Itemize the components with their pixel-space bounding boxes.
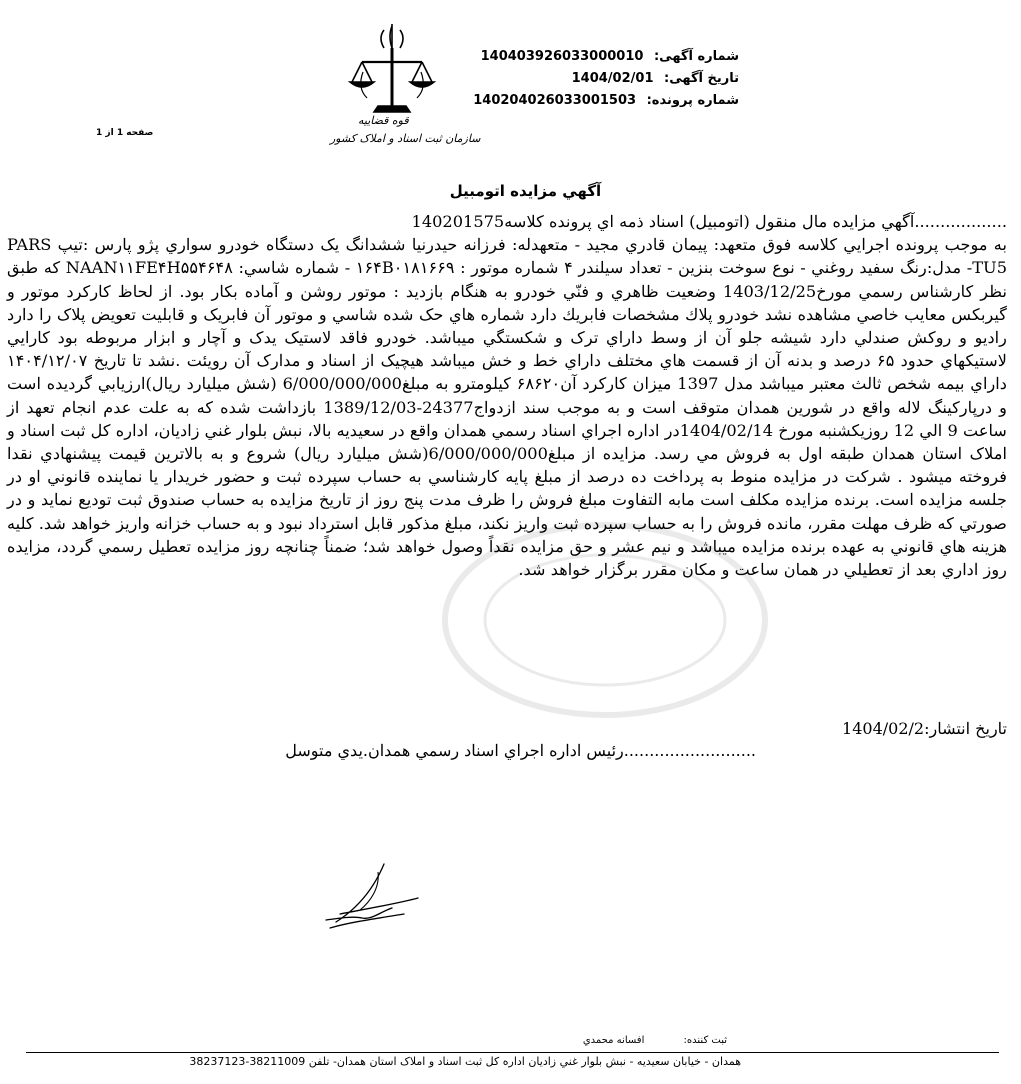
ad-metadata	[473, 46, 739, 112]
footer-divider	[26, 1052, 999, 1053]
case-number-row	[473, 90, 739, 112]
handwritten-signature	[300, 858, 450, 938]
ad-date-row	[473, 68, 739, 90]
case-number-label: شماره پرونده:	[646, 93, 739, 108]
footer-address: همدان - خيابان سعيديه - نبش بلوار غني زاديان اداره کل ثبت اسناد و املاک استان همدان- تلفن 38211009-38237123	[189, 1055, 741, 1068]
ad-number-value: 140403926033000010	[480, 49, 644, 64]
ad-date-value: 1404/02/01	[571, 71, 654, 86]
judiciary-emblem	[322, 18, 481, 158]
registrar-label: ثبت کننده:	[683, 1035, 727, 1046]
notice-lead-line: ..................آگهي مزايده مال منقول (اتومبيل) اسناد ذمه اي پرونده كلاسه140201575	[411, 212, 1007, 231]
ad-number-row	[473, 46, 739, 68]
notice-paragraph: به موجب پرونده اجرايي كلاسه فوق متعهد: پيمان قادري مجيد - متعهدله: فرزانه حيدرنيا ششدانگ يک دستگاه خودرو سواري پژو پارس :تيپ PARS TU5- مدل:رنگ سفيد روغني - نوع سوخت بنزين - تعداد سيلندر ۴ شماره موتور : ۱۶۴B۰۱۸۱۶۶۹ - شماره شاسي: NAAN۱۱FE۴H۵۵۴۶۴۸ كه طبق نظر كارشناس رسمي مورخ1403/12/25 وضعيت ظاهري و فنّي خودرو به هنگام بازديد : موتور روشن و آماده بكار بود. از لحاظ كاركرد موتور و گيربكس معايب خاصي مشاهده نشد خودرو پلاك مشخصات فابريك دارد شماره هاي حک شده شاسي و موتور آن فابريک و قابليت تعويض پلاک را دارد راديو و روكش صندلي دارد شيشه جلو آن از وسط داراي ترک و شكستگي ميباشد. خودرو فاقد لاستيک يدک و آچار و ابزار مربوطه بود كارايي لاستيکهاي حدود ۶۵ درصد و بدنه آن از قسمت هاي مختلف داراي خط و خش ميباشد هيچيک از اسناد و مدارک آن رويئت .نشد تا تاريخ ۱۴۰۴/۱۲/۰۷ داراي بيمه شخص ثالث معتبر ميباشد مدل 1397 ميزان كاركرد آن۶۸۶۲۰ كيلومترو به مبلغ6/000/000/000 (شش ميليارد ريال)ارزيابي گرديده است و درپاركينگ لاله واقع در شورين همدان متوقف است و به موجب سند ازدواج24377-1389/12/03 بازداشت شده كه به علت عدم انجام تعهد از ساعت 9 الي 12 روزيكشنبه مورخ 1404/02/14در اداره اجراي اسناد رسمي همدان واقع در سعيديه بالا، نبش بلوار غني زاديان، اداره كل ثبت اسناد و املاک استان همدان طبقه اول به فروش مي رسد. مزايده از مبلغ6/000/000/000(شش ميليارد ريال) شروع و به بالاترين قيمت پيشنهادي نقدا فروخته ميشود . شركت در مزايده منوط به پرداخت ده درصد از مبلغ پايه كارشناسي به حساب سپرده ثبت و حضور خريدار يا نماينده قانوني او در جلسه مزايده است. برنده مزايده مكلف است مابه التفاوت مبلغ فروش را ظرف مدت پنج روز از تاريخ مزايده به حساب صندوق ثبت توديع نمايد و در صورتي كه ظرف مهلت مقرر، مانده فروش را به حساب سپرده ثبت واريز نكند، مبلغ مذكور قابل استرداد نبود و به حساب خزانه واريز خواهد شد. كليه هزينه هاي قانوني به عهده برنده مزايده ميباشد و نيم عشر و حق مزايده نقداً وصول خواهد شد؛ ضمناً چنانچه روز مزايده تعطيل رسمي گردد، مزايده روز اداري بعد از تعطيلي در همان ساعت و مكان مقرر برگزار خواهد شد.	[7, 235, 1007, 580]
registrar-name: افسانه محمدي	[582, 1035, 645, 1046]
auction-notice-body	[7, 210, 1007, 581]
ad-date-label: تاریخ آگهی:	[664, 71, 739, 86]
case-number-value: 140204026033001503	[473, 93, 637, 108]
registrar-line	[583, 1035, 727, 1046]
signatory-line: ..........................رئيس اداره اجراي اسناد رسمي همدان.يدي متوسل	[285, 741, 756, 760]
page-indicator: صفحه 1 از 1	[96, 128, 154, 138]
org-line-2: سازمان ثبت اسناد و املاک کشور	[330, 132, 481, 145]
org-line-1: قوه قضاییه	[358, 114, 409, 127]
ad-number-label: شماره آگهی:	[653, 49, 739, 64]
publication-date: تاريخ انتشار:1404/02/2	[842, 719, 1007, 738]
document-title: آگهي مزايده اتومبيل	[449, 182, 602, 200]
